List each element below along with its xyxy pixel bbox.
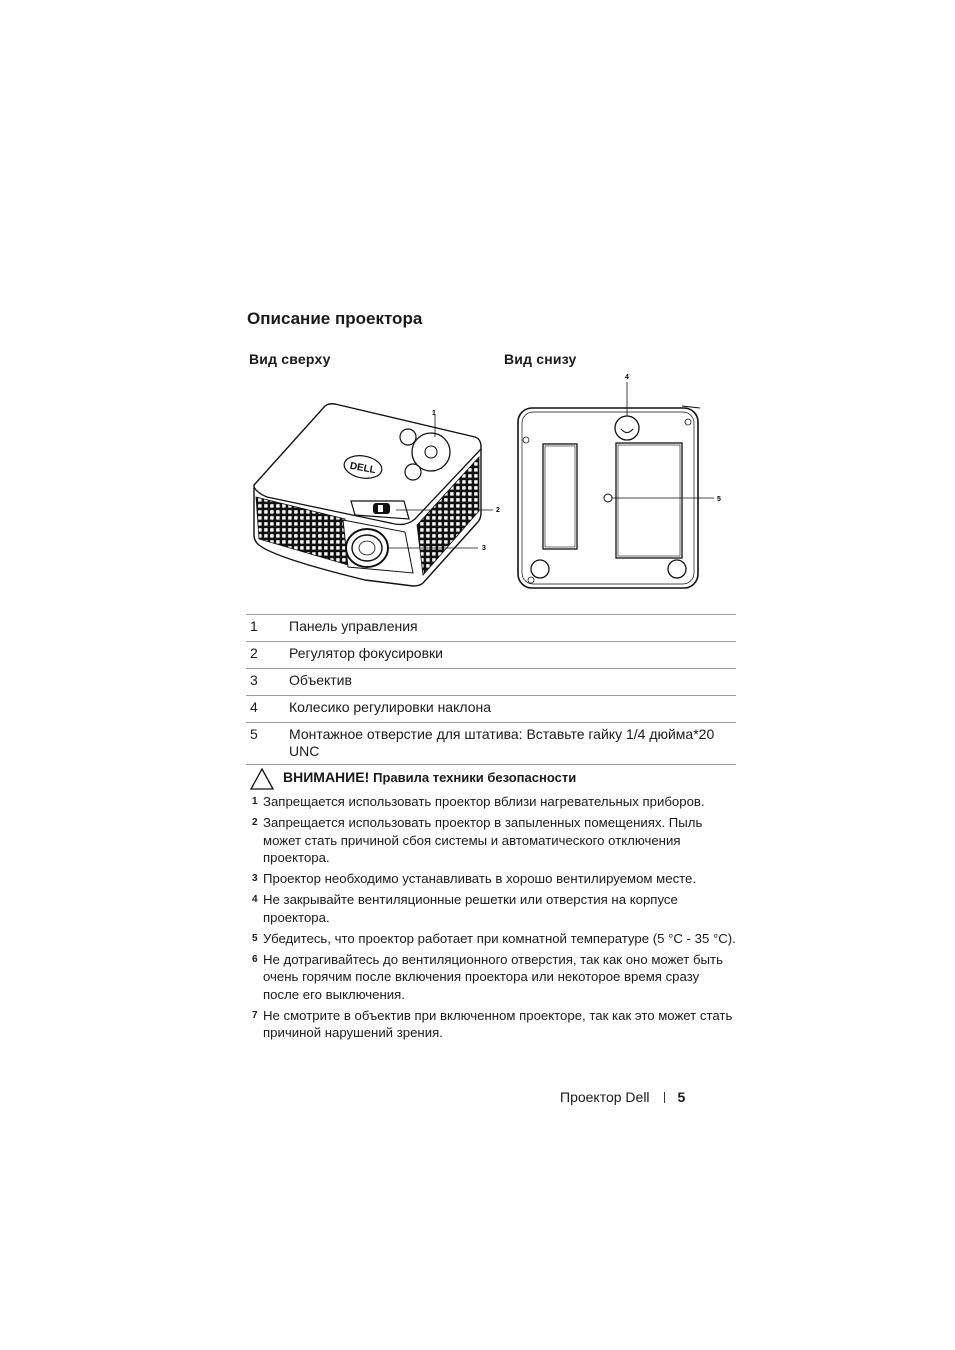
caution-label: ВНИМАНИЕ! [283,769,370,785]
item-number: 6 [252,953,258,965]
item-number: 2 [252,817,258,828]
table-row [246,642,736,669]
part-number: 1 [246,615,289,642]
list-item [252,814,737,867]
item-number: 3 [252,873,258,884]
item-text: Проектор необходимо устанавливать в хорошо вентилируемом месте. [263,871,697,886]
caution-subtitle: Правила техники безопасности [373,770,577,785]
list-item [252,870,737,888]
projector-bottom-view-illustration [512,370,732,592]
item-text: Запрещается использовать проектор вблизи нагревательных приборов. [263,794,705,809]
projector-top-view-illustration [245,395,510,600]
item-text: Не закрывайте вентиляционные решетки или отверстия на корпусе проектора. [263,892,678,925]
table-row [246,615,736,642]
list-item [252,930,737,948]
item-text: Не смотрите в объектив при включенном проекторе, так как это может стать причиной нарушений зрения. [263,1007,733,1040]
table-row [246,723,736,765]
item-number: 1 [252,796,258,807]
parts-table [246,614,736,765]
caution-header [249,767,739,787]
safety-instructions-list [252,793,737,1045]
list-item [252,951,737,1004]
callout-3: 3 [482,545,486,552]
page-number: 5 [677,1089,686,1105]
part-label: Монтажное отверстие для штатива: Вставьте гайку 1/4 дюйма*20 UNC [289,723,736,765]
part-label: Регулятор фокусировки [289,642,736,669]
warning-triangle-icon [249,767,275,791]
footer-separator [664,1092,665,1103]
part-label: Колесико регулировки наклона [289,696,736,723]
footer-text: Проектор Dell [560,1089,650,1105]
item-number: 4 [252,894,258,905]
list-item [252,793,737,811]
item-text: Убедитесь, что проектор работает при комнатной температуре (5 °C - 35 °C). [263,930,736,946]
item-text: Не дотрагивайтесь до вентиляционного отверстия, так как оно может быть очень горячим после включения проектора или некоторое время сразу после его выключения. [263,951,723,1002]
item-number: 7 [252,1009,258,1021]
table-row [246,669,736,696]
callout-5: 5 [717,496,721,503]
item-number: 5 [252,932,258,944]
callout-2: 2 [496,507,500,514]
item-text: Запрещается использовать проектор в запыленных помещениях. Пыль может стать причиной сбоя системы и автоматического отключения проектора. [263,815,703,865]
part-number: 2 [246,642,289,669]
table-row [246,696,736,723]
dell-logo-text: DELL [348,460,377,477]
section-title: Описание проектора [247,309,423,328]
page-footer [560,1089,720,1105]
list-item [252,891,737,926]
part-number: 5 [246,723,289,765]
caution-title [283,769,576,785]
callout-4: 4 [625,374,629,381]
list-item [252,1007,737,1042]
part-number: 3 [246,669,289,696]
bottom-view-label: Вид снизу [504,351,577,367]
part-label: Панель управления [289,615,736,642]
part-number: 4 [246,696,289,723]
top-view-label: Вид сверху [249,351,331,367]
part-label: Объектив [289,669,736,696]
callout-1: 1 [432,410,436,417]
